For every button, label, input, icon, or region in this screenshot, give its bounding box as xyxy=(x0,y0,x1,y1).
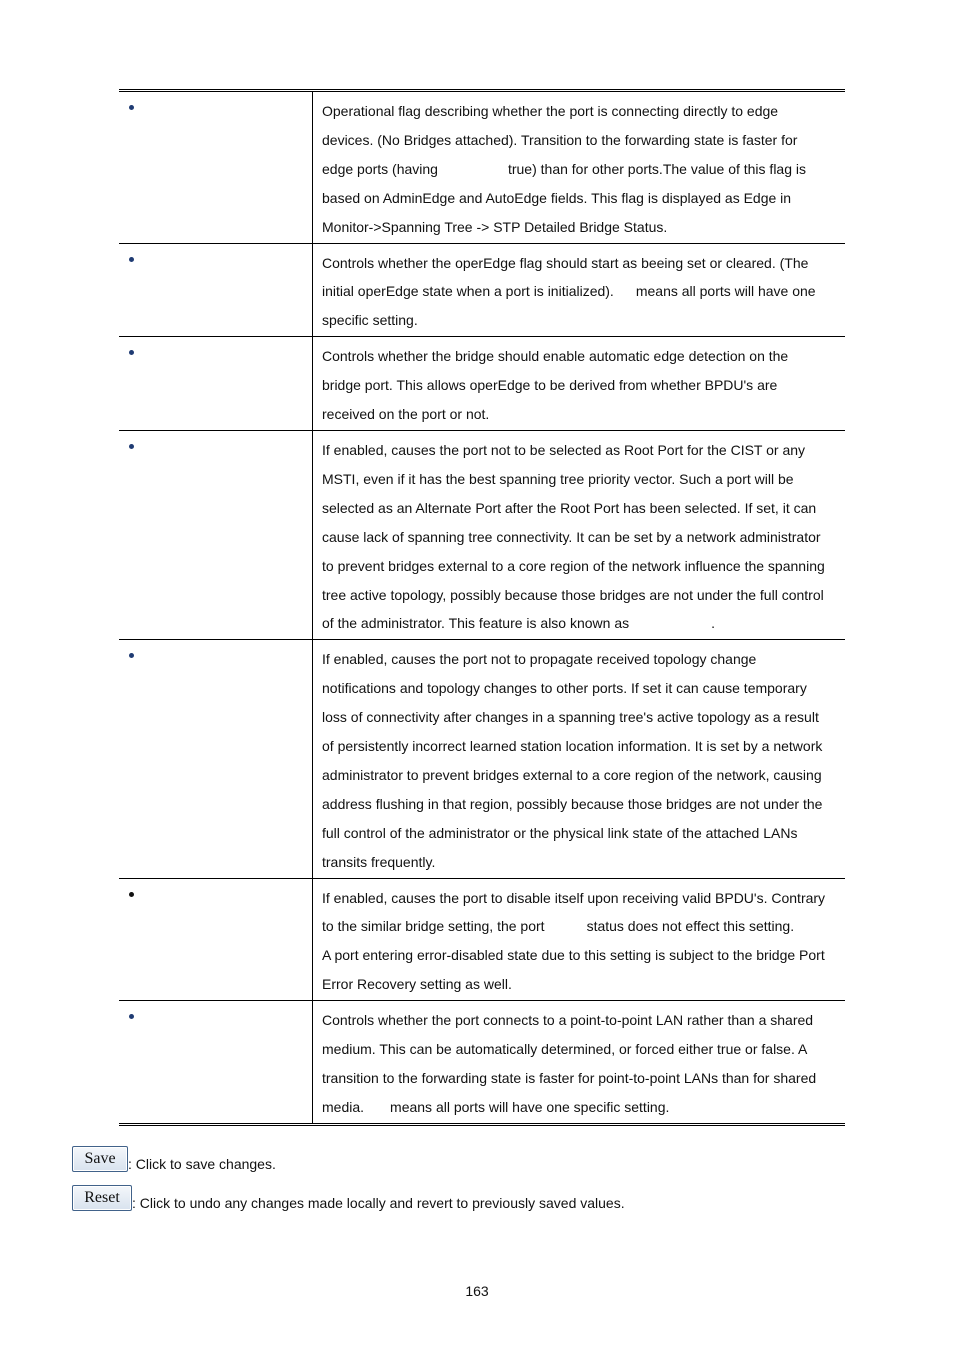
table-row xyxy=(119,337,845,431)
save-row xyxy=(72,1146,276,1172)
description-line: Controls whether the bridge should enable automatic edge detection on the xyxy=(322,348,789,365)
description-cell xyxy=(313,92,846,243)
description-line xyxy=(322,1093,837,1122)
reset-description: : Click to undo any changes made locally and revert to previously saved values. xyxy=(132,1195,625,1211)
bullet-icon xyxy=(129,1014,134,1019)
bullet-icon xyxy=(129,653,134,658)
description-line: transition to the forwarding state is faster for point-to-point LANs than for shared xyxy=(322,1070,817,1086)
table-row xyxy=(119,640,845,878)
bullet-icon xyxy=(129,257,134,262)
parameter-cell xyxy=(119,92,313,243)
description-segment: means all ports will have one xyxy=(635,283,816,300)
bullet-icon xyxy=(129,105,134,110)
description-line: If enabled, causes the port not to propagate received topology change xyxy=(322,651,757,668)
description-line: Monitor->Spanning Tree -> STP Detailed Bridge Status. xyxy=(322,218,668,235)
description-line: to prevent bridges external to a core region of the network influence the spanning xyxy=(322,557,825,574)
reset-row xyxy=(72,1185,625,1211)
description-line xyxy=(322,155,837,184)
description-line: administrator to prevent bridges external to a core region of the network, causing xyxy=(322,766,822,783)
description-cell xyxy=(313,430,846,639)
description-line: specific setting. xyxy=(322,312,418,329)
description-line: selected as an Alternate Port after the Root Port has been selected. If set, it can xyxy=(322,499,817,516)
description-cell xyxy=(313,243,846,337)
table-row xyxy=(119,243,845,337)
parameter-cell xyxy=(119,337,313,431)
table-row xyxy=(119,92,845,243)
description-line: A port entering error-disabled state due to this setting is subject to the bridge Port xyxy=(322,947,825,964)
description-line: of persistently incorrect learned station location information. It is set by a network xyxy=(322,738,823,755)
description-segment: to the similar bridge setting, the port xyxy=(322,918,545,935)
description-cell xyxy=(313,1001,846,1123)
description-line: based on AdminEdge and AutoEdge fields. This flag is displayed as Edge in xyxy=(322,189,792,206)
parameter-table xyxy=(119,89,845,1126)
description-segment: status does not effect this setting. xyxy=(586,918,795,935)
parameter-cell xyxy=(119,878,313,1001)
parameter-cell xyxy=(119,430,313,639)
bullet-icon xyxy=(129,350,134,355)
description-segment: edge ports (having xyxy=(322,160,438,177)
bullet-icon xyxy=(129,892,134,897)
description-line: address flushing in that region, possibly because those bridges are not under the xyxy=(322,795,823,812)
table-row xyxy=(119,878,845,1001)
description-line: MSTI, even if it has the best spanning tree priority vector. Such a port will be xyxy=(322,470,794,487)
description-line: devices. (No Bridges attached). Transition to the forwarding state is faster for xyxy=(322,131,798,148)
description-segment: true) than for other ports.The value of this flag is xyxy=(507,160,807,177)
save-button[interactable]: Save xyxy=(72,1146,128,1172)
description-line: If enabled, causes the port not to be selected as Root Port for the CIST or any xyxy=(322,441,806,458)
description-line: If enabled, causes the port to disable itself upon receiving valid BPDU's. Contrary xyxy=(322,889,826,906)
description-line: Operational flag describing whether the port is connecting directly to edge xyxy=(322,103,779,119)
table-row xyxy=(119,430,845,639)
save-description: : Click to save changes. xyxy=(128,1156,276,1172)
description-line: notifications and topology changes to other ports. If set it can cause temporary xyxy=(322,680,807,697)
parameter-table-body xyxy=(119,92,845,1123)
description-line: loss of connectivity after changes in a spanning tree's active topology as a result xyxy=(322,709,819,726)
description-line xyxy=(322,609,837,638)
description-segment: . xyxy=(711,615,716,632)
parameter-table-grid xyxy=(119,92,845,1123)
description-segment: media. xyxy=(322,1098,365,1115)
description-line: Controls whether the port connects to a point-to-point LAN rather than a shared xyxy=(322,1012,814,1029)
parameter-cell xyxy=(119,640,313,878)
description-line xyxy=(322,277,837,306)
description-segment: initial operEdge state when a port is initialized). xyxy=(322,283,614,300)
parameter-cell xyxy=(119,243,313,337)
description-cell xyxy=(313,337,846,431)
description-cell xyxy=(313,640,846,878)
bullet-icon xyxy=(129,444,134,449)
description-line: medium. This can be automatically determined, or forced either true or false. A xyxy=(322,1041,808,1058)
page-number: 163 xyxy=(465,1283,489,1299)
parameter-cell xyxy=(119,1001,313,1123)
description-line: received on the port or not. xyxy=(322,406,490,423)
description-segment: of the administrator. This feature is also known as xyxy=(322,615,630,632)
table-row xyxy=(119,1001,845,1123)
description-line: tree active topology, possibly because those bridges are not under the full control xyxy=(322,586,824,603)
reset-button[interactable]: Reset xyxy=(72,1185,132,1211)
description-line: bridge port. This allows operEdge to be derived from whether BPDU's are xyxy=(322,377,778,394)
description-segment: means all ports will have one specific setting. xyxy=(390,1098,670,1115)
description-line xyxy=(322,912,837,941)
description-cell xyxy=(313,878,846,1001)
description-line: Error Recovery setting as well. xyxy=(322,976,512,993)
description-line: transits frequently. xyxy=(322,853,436,870)
description-line: full control of the administrator or the physical link state of the attached LANs xyxy=(322,824,798,841)
description-line: Controls whether the operEdge flag should start as beeing set or cleared. (The xyxy=(322,254,809,271)
description-line: cause lack of spanning tree connectivity. It can be set by a network administrator xyxy=(322,528,821,545)
